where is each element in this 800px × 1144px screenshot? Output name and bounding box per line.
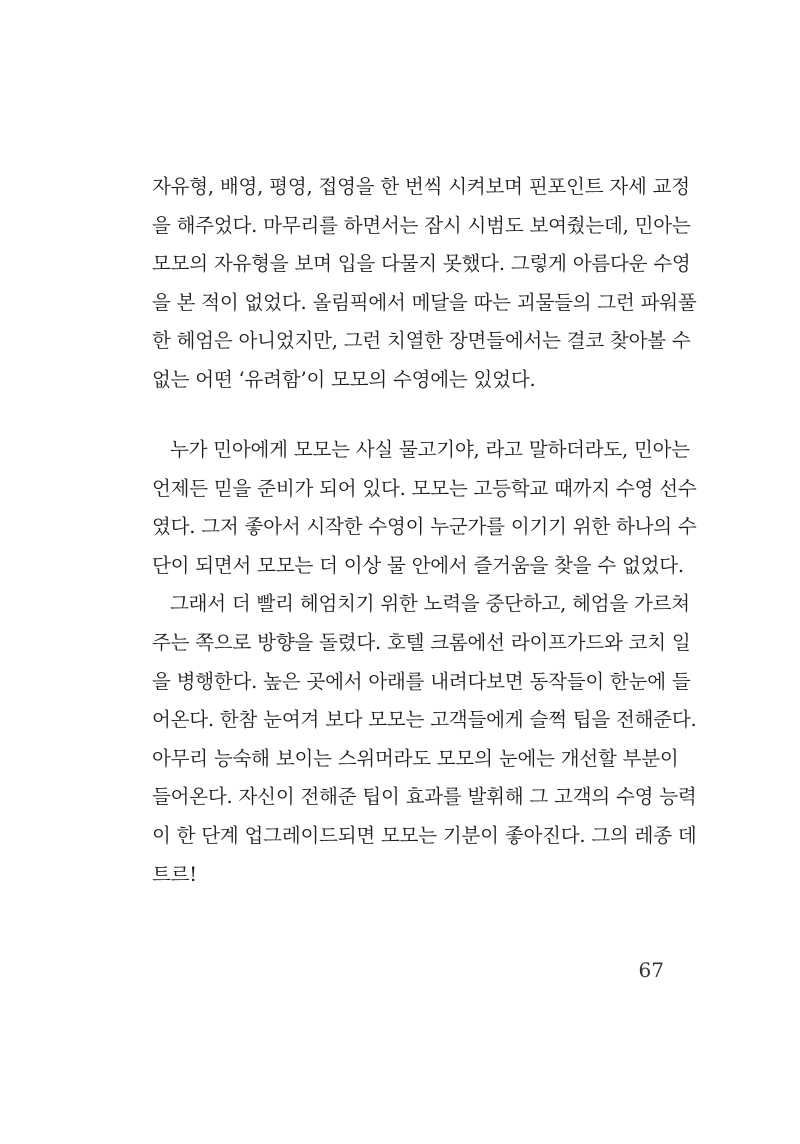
paragraph-line: 을 병행한다. 높은 곳에서 아래를 내려다보면 동작들이 한눈에 들 (152, 669, 691, 693)
paragraph-line: 언제든 믿을 준비가 되어 있다. 모모는 고등학교 때까지 수영 선수 (152, 476, 697, 500)
paragraph-line: 을 본 적이 없었다. 올림픽에서 메달을 따는 괴물들의 그런 파워풀 (152, 290, 697, 314)
paragraph-line: 였다. 그저 좋아서 시작한 수영이 누군가를 이기기 위한 하나의 수 (152, 515, 697, 539)
paragraph-line: 이 한 단계 업그레이드되면 모모는 기분이 좋아진다. 그의 레종 데 (152, 823, 697, 847)
paragraph-line: 아무리 능숙해 보이는 스위머라도 모모의 눈에는 개선할 부분이 (152, 746, 679, 770)
paragraph-line: 그래서 더 빨리 헤엄치기 위한 노력을 중단하고, 헤엄을 가르쳐 (170, 592, 690, 616)
paragraph-line: 모모의 자유형을 보며 입을 다물지 못했다. 그렇게 아름다운 수영 (152, 252, 691, 276)
paragraph-line: 한 헤엄은 아니었지만, 그런 치열한 장면들에서는 결코 찾아볼 수 (152, 329, 691, 353)
paragraph-line: 자유형, 배영, 평영, 접영을 한 번씩 시켜보며 핀포인트 자세 교정 (152, 175, 690, 198)
paragraph-line: 없는 어떤 ‘유려함’이 모모의 수영에는 있었다. (152, 367, 536, 391)
paragraph-group-2 (152, 431, 697, 894)
paragraph-line: 주는 쪽으로 방향을 돌렸다. 호텔 크롬에선 라이프가드와 코치 일 (152, 630, 691, 654)
paragraph-line: 어온다. 한참 눈여겨 보다 모모는 고객들에게 슬쩍 팁을 전해준다. (152, 708, 697, 732)
paragraph-line: 을 해주었다. 마무리를 하면서는 잠시 시범도 보여줬는데, 민아는 (152, 213, 691, 237)
paragraph-1 (152, 168, 697, 400)
paragraph-2 (152, 431, 697, 585)
paragraph-line: 들어온다. 자신이 전해준 팁이 효과를 발휘해 그 고객의 수영 능력 (152, 785, 697, 809)
page-number: 67 (638, 958, 664, 982)
paragraph-3 (152, 585, 697, 894)
paragraph-line: 트르! (152, 862, 197, 886)
paragraph-line: 누가 민아에게 모모는 사실 물고기야, 라고 말하더라도, 민아는 (170, 438, 690, 461)
paragraph-line: 단이 되면서 모모는 더 이상 물 안에서 즐거움을 찾을 수 없었다. (152, 553, 684, 577)
